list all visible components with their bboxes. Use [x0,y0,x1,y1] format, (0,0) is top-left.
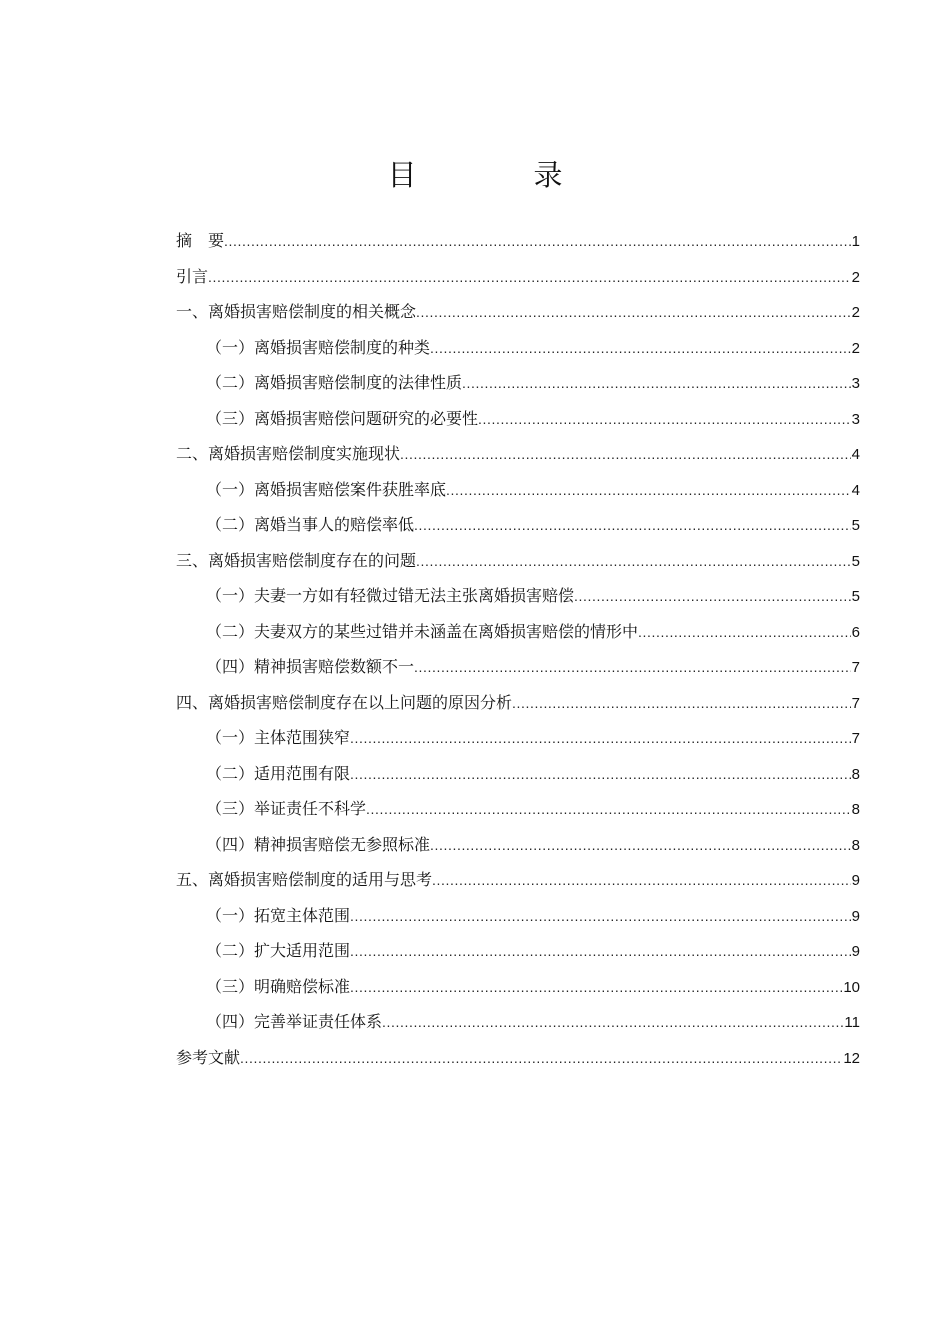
toc-entry-section[interactable] [176,1004,860,1040]
toc-dot-leader [414,650,851,686]
toc-page-number: 4 [851,446,860,463]
toc-page-number: 9 [851,907,860,925]
toc-dot-leader [208,260,851,296]
toc-page-number: 5 [851,517,860,534]
toc-dot-leader [446,473,851,509]
toc-dot-leader [240,1041,842,1077]
toc-page-number: 2 [851,268,860,286]
toc-entry-section[interactable] [176,898,860,934]
toc-entry-section[interactable] [176,614,860,650]
toc-page-number: 2 [851,339,860,357]
toc-entry-title: （一）拓宽主体范围 [206,905,351,925]
toc-entry-chapter[interactable] [176,1040,860,1076]
toc-entry-section[interactable] [176,507,860,543]
toc-dot-leader [512,686,851,722]
toc-entry-section[interactable] [176,578,860,614]
toc-entry-chapter[interactable] [176,685,860,721]
toc-page-number: 9 [851,943,860,960]
toc-page-number: 5 [851,552,860,570]
toc-dot-leader [638,615,851,651]
toc-entry-title: 二、离婚损害赔偿制度实施现状 [176,444,401,463]
toc-entry-title: （二）扩大适用范围 [206,941,351,960]
toc-entry-section[interactable] [176,827,860,863]
toc-dot-leader [430,828,851,864]
toc-entry-section[interactable] [176,933,860,969]
toc-dot-leader [414,508,851,544]
toc-entry-section[interactable] [176,791,860,827]
toc-dot-leader [350,757,851,793]
toc-entry-title: 引言 [176,266,209,286]
toc-entry-title: （二）离婚损害赔偿制度的法律性质 [206,373,463,392]
toc-page-number: 3 [851,410,860,428]
toc-page-number: 7 [851,659,860,676]
toc-entry-title: （二）适用范围有限 [206,763,351,783]
toc-page-number: 6 [851,623,860,641]
toc-page-number: 9 [851,872,860,889]
toc-entry-title: 三、离婚损害赔偿制度存在的问题 [176,550,417,570]
toc-entry-title: 摘 要 [176,231,225,250]
toc-dot-leader [416,544,851,580]
toc-entry-section[interactable] [176,401,860,437]
toc-entry-title: （三）举证责任不科学 [206,799,367,818]
toc-entry-section[interactable] [176,330,860,366]
toc-entry-section[interactable] [176,720,860,756]
toc-entry-chapter[interactable] [176,436,860,472]
toc-page-number: 7 [851,694,860,712]
toc-entry-section[interactable] [176,472,860,508]
toc-entry-title: 四、离婚损害赔偿制度存在以上问题的原因分析 [176,692,513,712]
toc-page-number: 10 [843,978,860,996]
toc-page-number: 2 [851,304,860,321]
toc-page-number: 7 [851,730,860,747]
toc-page-number: 8 [851,836,860,854]
toc-entry-chapter[interactable] [176,223,860,259]
toc-entry-title: （三）明确赔偿标准 [206,976,351,996]
toc-dot-leader [350,970,842,1006]
toc-dot-leader [430,331,851,367]
toc-entry-title: 一、离婚损害赔偿制度的相关概念 [176,302,417,321]
toc-entry-title: （一）夫妻一方如有轻微过错无法主张离婚损害赔偿 [206,586,575,605]
toc-entry-title: （二）离婚当事人的赔偿率低 [206,515,415,534]
toc-entry-title: （一）主体范围狭窄 [206,728,351,747]
toc-entry-section[interactable] [176,365,860,401]
toc-entry-section[interactable] [176,969,860,1005]
toc-entry-title: （三）离婚损害赔偿问题研究的必要性 [206,408,479,428]
toc-entry-title: （四）精神损害赔偿数额不一 [206,657,415,676]
toc-page-number: 1 [851,233,860,250]
toc-entry-chapter[interactable] [176,294,860,330]
toc-dot-leader [574,579,851,615]
toc-entry-title: 参考文献 [176,1047,241,1067]
toc-page-number: 8 [851,765,860,783]
toc-dot-leader [478,402,851,438]
toc-title: 目 录 [387,158,607,192]
toc-entry-chapter[interactable] [176,259,860,295]
toc-page-number: 11 [844,1014,860,1031]
toc-list [176,223,860,1075]
toc-page-number: 12 [843,1049,860,1067]
toc-page-number: 3 [851,375,860,392]
toc-entry-section[interactable] [176,756,860,792]
toc-entry-title: （四）精神损害赔偿无参照标准 [206,834,431,854]
toc-entry-title: （二）夫妻双方的某些过错并未涵盖在离婚损害赔偿的情形中 [206,621,639,641]
toc-dot-leader [462,366,851,402]
toc-page-number: 4 [851,481,860,499]
toc-entry-section[interactable] [176,649,860,685]
toc-entry-title: （一）离婚损害赔偿案件获胜率底 [206,479,447,499]
toc-entry-chapter[interactable] [176,862,860,898]
toc-entry-title: （一）离婚损害赔偿制度的种类 [206,337,431,357]
toc-dot-leader [432,863,851,899]
toc-entry-title: （四）完善举证责任体系 [206,1012,383,1031]
toc-dot-leader [224,224,851,260]
toc-dot-leader [382,1005,843,1041]
toc-dot-leader [400,437,851,473]
toc-dot-leader [350,934,851,970]
toc-dot-leader [366,792,851,828]
toc-dot-leader [350,899,851,935]
toc-dot-leader [350,721,851,757]
toc-page-number: 5 [851,588,860,605]
toc-dot-leader [416,295,851,331]
toc-entry-title: 五、离婚损害赔偿制度的适用与思考 [176,870,433,889]
toc-page-number: 8 [851,801,860,818]
toc-entry-chapter[interactable] [176,543,860,579]
